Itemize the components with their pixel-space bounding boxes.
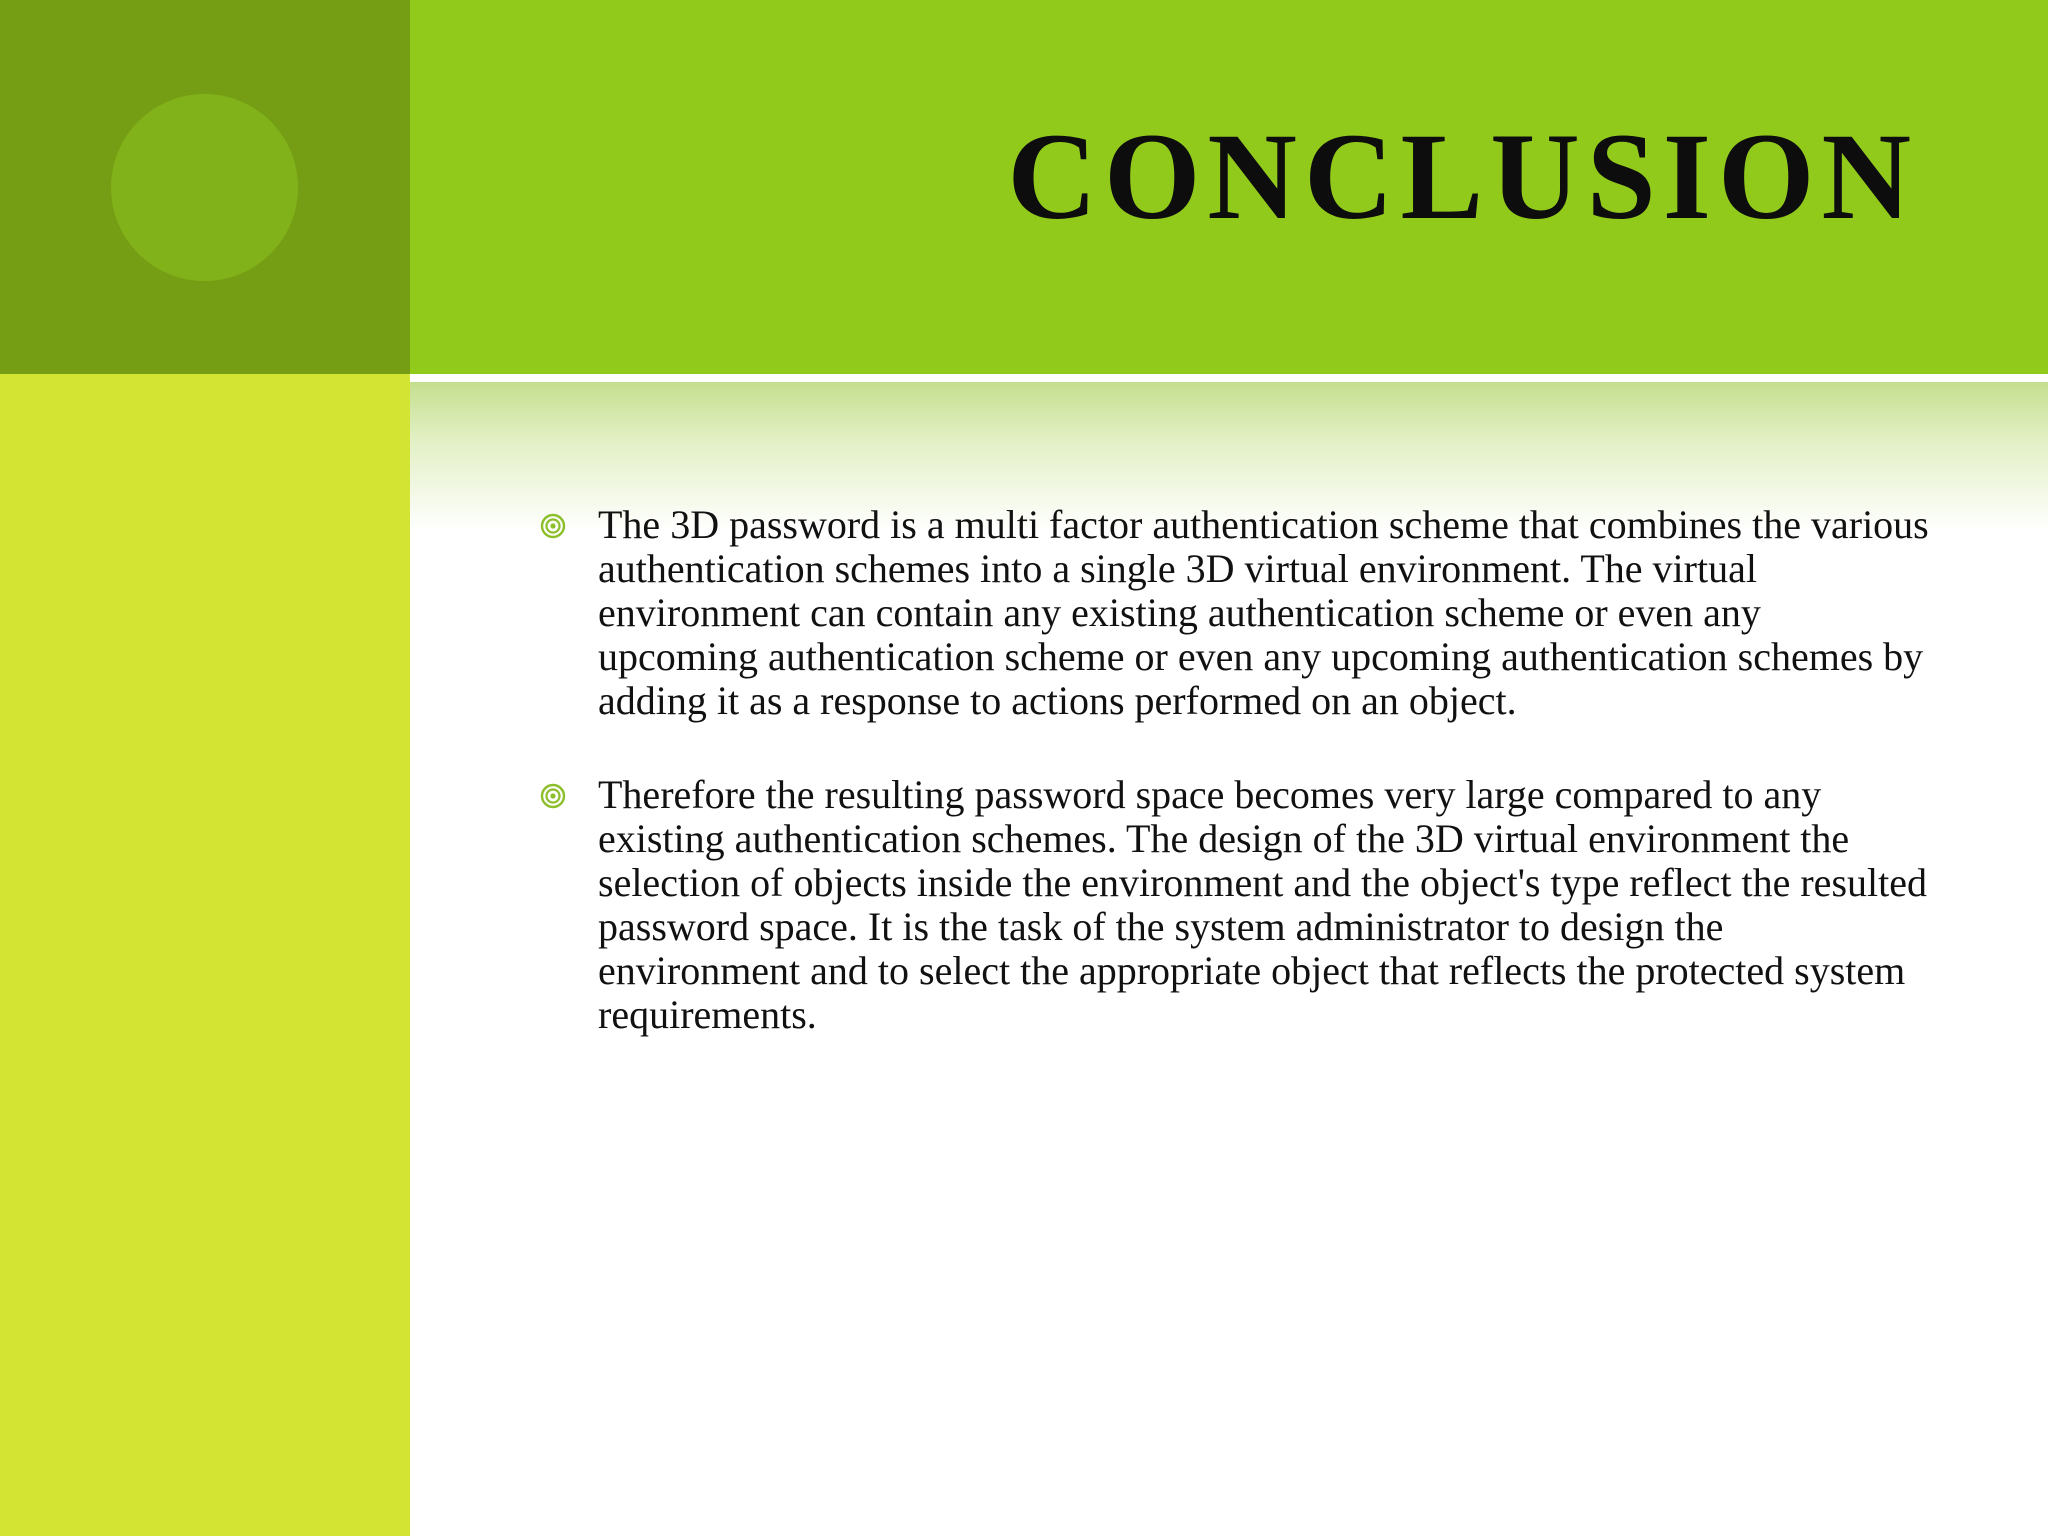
- slide-title: CONCLUSION: [1007, 108, 1918, 245]
- bullet-list: [540, 503, 1930, 1087]
- target-bullet-icon: [540, 783, 566, 809]
- target-bullet-icon: [540, 513, 566, 539]
- corner-block: [0, 0, 410, 374]
- side-band: [0, 374, 410, 1536]
- title-divider: [410, 374, 2048, 382]
- bullet-text: Therefore the resulting password space becomes very large compared to any existing authentication schemes. The design of the 3D virtual environment the selection of objects inside the environment and the object's type reflect the resulted password space. It is the task of the system administrator to design the environment and to select the appropriate object that reflects the protected system requirements.: [598, 772, 1927, 1037]
- decorative-circle: [111, 94, 298, 281]
- bullet-text: The 3D password is a multi factor authentication scheme that combines the various authentication schemes into a single 3D virtual environment. The virtual environment can contain any existing authentication scheme or even any upcoming authentication scheme or even any upcoming authentication schemes by adding it as a response to actions performed on an object.: [598, 502, 1929, 723]
- bullet-item: [540, 773, 1930, 1037]
- bullet-item: [540, 503, 1930, 723]
